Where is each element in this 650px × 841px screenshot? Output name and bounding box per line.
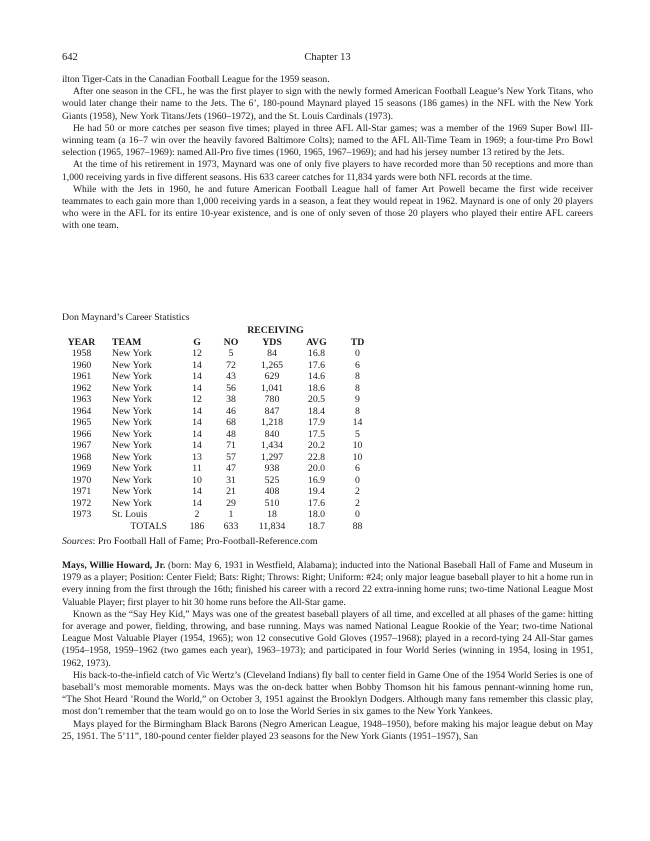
table-cell-year: 1962 — [71, 382, 92, 394]
table-row — [56, 475, 377, 487]
table-cell-avg: 20.2 — [307, 440, 326, 451]
table-cell-year: 1964 — [71, 405, 92, 417]
table-cell-yds: 1,218 — [260, 417, 284, 428]
table-cell-yds: 1,434 — [260, 440, 284, 451]
table-cell-year: 1967 — [71, 440, 92, 451]
table-cell-td: 0 — [355, 474, 360, 486]
table-cell-g: 10 — [192, 474, 202, 486]
table-cell-year: 1969 — [71, 463, 92, 474]
table-cell-team: New York — [112, 394, 152, 405]
table-cell-yds: 18 — [267, 509, 277, 520]
table-cell-g: 14 — [192, 497, 202, 509]
totals-label: TOTALS — [130, 520, 167, 532]
table-cell-avg: 18.4 — [307, 405, 326, 417]
table-row — [56, 440, 377, 452]
table-cell-td: 6 — [355, 359, 360, 371]
table-cell-no: 56 — [226, 382, 236, 394]
table-cell-td: 2 — [355, 486, 360, 497]
column-header: YDS — [262, 336, 282, 348]
table-cell-g: 14 — [192, 382, 202, 394]
maynard-text-block — [62, 74, 593, 233]
column-header: NO — [223, 336, 239, 348]
totals-g: 186 — [189, 520, 205, 532]
totals-row — [56, 521, 377, 533]
group-header-row — [56, 325, 377, 337]
paragraph: Mays played for the Birmingham Black Barons (Negro American League, 1948–1950), before making his major league debut on May 25, 1951. The 5’11”, 180-pound center fielder played 23 seasons for the New York Giants (1951–1957), San — [62, 718, 593, 742]
table-cell-avg: 19.4 — [307, 486, 326, 497]
table-row — [56, 406, 377, 418]
table-cell-td: 0 — [355, 509, 360, 520]
table-cell-no: 5 — [228, 348, 234, 359]
table-cell-yds: 510 — [264, 497, 280, 509]
totals-td: 88 — [352, 520, 363, 532]
table-cell-td: 6 — [355, 463, 360, 474]
column-header: TEAM — [112, 336, 142, 348]
table-cell-team: New York — [112, 451, 152, 463]
table-cell-no: 68 — [226, 417, 236, 428]
table-cell-yds: 1,041 — [260, 382, 284, 394]
table-cell-avg: 14.6 — [307, 371, 326, 382]
table-row — [56, 383, 377, 395]
table-cell-yds: 847 — [264, 405, 280, 417]
table-cell-td: 8 — [355, 405, 360, 417]
table-row — [56, 394, 377, 406]
table-cell-avg: 17.5 — [307, 428, 326, 440]
paragraph: ilton Tiger-Cats in the Canadian Football League for the 1959 season. — [62, 74, 330, 85]
table-cell-g: 14 — [192, 359, 202, 371]
table-cell-g: 2 — [194, 509, 200, 520]
table-cell-avg: 18.6 — [307, 382, 326, 394]
table-row — [56, 348, 377, 360]
column-header: TD — [350, 336, 365, 348]
entry-first-paragraph — [62, 560, 593, 609]
table-cell-no: 21 — [226, 486, 236, 497]
table-sources — [62, 536, 318, 547]
table-cell-yds: 408 — [264, 486, 280, 497]
totals-yds: 11,834 — [258, 520, 286, 532]
table-cell-team: New York — [112, 428, 152, 440]
table-cell-year: 1970 — [71, 474, 92, 486]
table-cell-g: 13 — [192, 451, 202, 463]
totals-no: 633 — [223, 520, 239, 532]
table-cell-team: New York — [112, 497, 152, 509]
table-cell-yds: 84 — [267, 348, 277, 359]
table-row — [56, 463, 377, 475]
table-cell-avg: 16.9 — [307, 474, 326, 486]
table-cell-no: 48 — [226, 428, 236, 440]
table-cell-no: 57 — [226, 451, 236, 463]
totals-avg: 18.7 — [307, 520, 326, 532]
table-cell-no: 47 — [226, 463, 236, 474]
entry-name: Mays, Willie Howard, Jr. — [62, 560, 166, 571]
table-cell-year: 1961 — [71, 371, 92, 382]
mays-entry — [62, 560, 593, 743]
table-cell-year: 1973 — [71, 509, 92, 520]
table-cell-team: St. Louis — [112, 509, 148, 520]
table-row — [56, 498, 377, 510]
table-cell-avg: 18.0 — [307, 509, 326, 520]
table-cell-g: 14 — [192, 428, 202, 440]
table-cell-g: 14 — [192, 417, 202, 428]
table-cell-team: New York — [112, 474, 152, 486]
table-cell-td: 5 — [355, 428, 360, 440]
table-cell-no: 72 — [226, 359, 236, 371]
table-cell-g: 14 — [192, 371, 202, 382]
table-cell-team: New York — [112, 463, 152, 474]
table-cell-yds: 525 — [264, 474, 280, 486]
sources-text: : Pro Football Hall of Fame; Pro-Football-Reference.com — [92, 536, 318, 547]
table-cell-team: New York — [112, 371, 152, 382]
table-cell-no: 1 — [228, 509, 234, 520]
table-cell-year: 1958 — [71, 348, 92, 359]
table-cell-team: New York — [112, 417, 152, 428]
table-cell-yds: 938 — [264, 463, 280, 474]
page-number: 642 — [62, 52, 78, 63]
table-cell-td: 0 — [355, 348, 360, 359]
table-row — [56, 486, 377, 498]
table-cell-year: 1963 — [71, 394, 92, 405]
table-cell-yds: 629 — [264, 371, 280, 382]
table-cell-g: 11 — [192, 463, 202, 474]
chapter-title: Chapter 13 — [304, 52, 351, 63]
table-cell-year: 1966 — [71, 428, 92, 440]
table-cell-team: New York — [112, 486, 152, 497]
table-cell-avg: 17.6 — [307, 359, 326, 371]
table-cell-year: 1971 — [71, 486, 92, 497]
table-cell-g: 14 — [192, 405, 202, 417]
table-cell-no: 71 — [226, 440, 236, 451]
table-caption: Don Maynard’s Career Statistics — [62, 312, 190, 323]
running-header — [62, 52, 593, 66]
table-cell-no: 46 — [226, 405, 236, 417]
table-cell-year: 1960 — [71, 359, 92, 371]
table-cell-no: 38 — [226, 394, 236, 405]
table-cell-year: 1972 — [71, 497, 92, 509]
paragraph: He had 50 or more catches per season five times; played in three AFL All-Star games; was a member of the 1969 Super Bowl III-winning team (a 16–7 win over the heavily favored Baltimore Colts); named to the AFL All-Time Team in 1969; a four-time Pro Bowl selection (1965, 1967–1969): named All-Pro five times (1960, 1965, 1967–1969); and had his jersey number 13 retired by the Jets. — [62, 122, 593, 159]
career-stats-table — [56, 325, 377, 532]
table-cell-g: 14 — [192, 440, 202, 451]
stats-body — [56, 348, 377, 521]
table-cell-year: 1965 — [71, 417, 92, 428]
table-cell-td: 14 — [352, 417, 363, 428]
table-row — [56, 509, 377, 521]
table-cell-avg: 22.8 — [307, 451, 326, 463]
table-cell-g: 14 — [192, 486, 202, 497]
table-cell-td: 10 — [352, 440, 363, 451]
table-row — [56, 360, 377, 372]
entry-intro: (born: May 6, 1931 in Westfield, Alabama); inducted into the National Baseball Hall of Fame and Museum in 1979 as a player; Position: Center Field; Bats: Right; Throws: Right; Uniform: #24; only major league baseball player to hit a home run in every inning from the first through the 16th; finished his career with a record 22 extra-inning home runs; two-time National League Most Valuable Player; first player to hit 30 home runs before the All-Star game. — [62, 560, 593, 608]
column-header: G — [193, 336, 201, 348]
column-header-row — [56, 337, 377, 349]
paragraph: Known as the “Say Hey Kid,” Mays was one of the greatest baseball players of all time, and excelled at all phases of the game: hitting for average and power, fielding, throwing, and base running. Mays was named National League Rookie of the Year; two-time National League Most Valuable Player (1954, 1965); won 12 consecutive Gold Gloves (1957–1968); played in a record-tying 24 All-Star games (1954–1958, 1959–1962 (two games each year), 1963–1973); and participated in four World Series (winning in 1954, losing in 1951, 1962, 1973). — [62, 608, 593, 669]
table-cell-td: 2 — [355, 497, 360, 509]
table-cell-td: 9 — [355, 394, 360, 405]
table-cell-team: New York — [112, 359, 152, 371]
table-cell-avg: 17.6 — [307, 497, 326, 509]
table-cell-g: 12 — [192, 348, 202, 359]
table-cell-yds: 840 — [264, 428, 280, 440]
table-cell-team: New York — [112, 348, 152, 359]
paragraph: His back-to-the-infield catch of Vic Wertz’s (Cleveland Indians) fly ball to center field in Game One of the 1954 World Series is one of baseball’s most memorable moments. Mays was the on-deck batter when Bobby Thomson hit his famous pennant-winning home run, “The Shot Heard ’Round the World,” on October 3, 1951 against the Brooklyn Dodgers. Although many fans remember this classic play, most don’t remember that the team would go on to lose the World Series in six games to the New York Yankees. — [62, 669, 593, 718]
receiving-group-header: RECEIVING — [247, 325, 304, 336]
table-cell-yds: 780 — [264, 394, 280, 405]
table-row — [56, 417, 377, 429]
sources-label: Sources — [62, 536, 93, 547]
table-cell-no: 29 — [226, 497, 236, 509]
paragraph: After one season in the CFL, he was the first player to sign with the newly formed American Football League’s New York Titans, who would later change their name to the Jets. The 6’, 180-pound Maynard played 15 seasons (186 games) in the NFL with the New York Giants (1958), New York Titans/Jets (1960–1972), and the St. Louis Cardinals (1973). — [62, 86, 593, 122]
table-cell-avg: 20.0 — [307, 463, 326, 474]
table-cell-team: New York — [112, 405, 152, 417]
table-cell-year: 1968 — [71, 451, 92, 463]
table-cell-td: 10 — [352, 451, 363, 463]
column-header: AVG — [306, 336, 327, 348]
table-row — [56, 452, 377, 464]
column-header: YEAR — [67, 336, 96, 348]
paragraph: At the time of his retirement in 1973, Maynard was one of only five players to have recorded more than 50 receptions and more than 1,000 receiving yards in five different seasons. His 633 career catches for 11,834 yards were both NFL records at the time. — [62, 159, 593, 183]
table-cell-no: 31 — [226, 474, 236, 486]
table-cell-td: 8 — [355, 371, 360, 382]
table-cell-avg: 17.9 — [307, 417, 326, 428]
table-cell-avg: 16.8 — [307, 348, 326, 359]
table-row — [56, 371, 377, 383]
table-cell-yds: 1,297 — [260, 451, 284, 463]
table-cell-g: 12 — [192, 394, 202, 405]
table-row — [56, 429, 377, 441]
table-cell-team: New York — [112, 440, 152, 451]
paragraph: While with the Jets in 1960, he and future American Football League hall of famer Art Powell became the first wide receiver teammates to each gain more than 1,000 receiving yards in a season, a feat they would repeat in 1962. Maynard is one of only 20 players who were in the AFL for its entire 10-year existence, and is one of only seven of those 20 players who played their entire AFL careers with one team. — [62, 183, 593, 232]
table-cell-td: 8 — [355, 382, 360, 394]
table-cell-no: 43 — [226, 371, 236, 382]
table-cell-yds: 1,265 — [260, 359, 284, 371]
table-cell-avg: 20.5 — [307, 394, 326, 405]
table-cell-team: New York — [112, 382, 152, 394]
